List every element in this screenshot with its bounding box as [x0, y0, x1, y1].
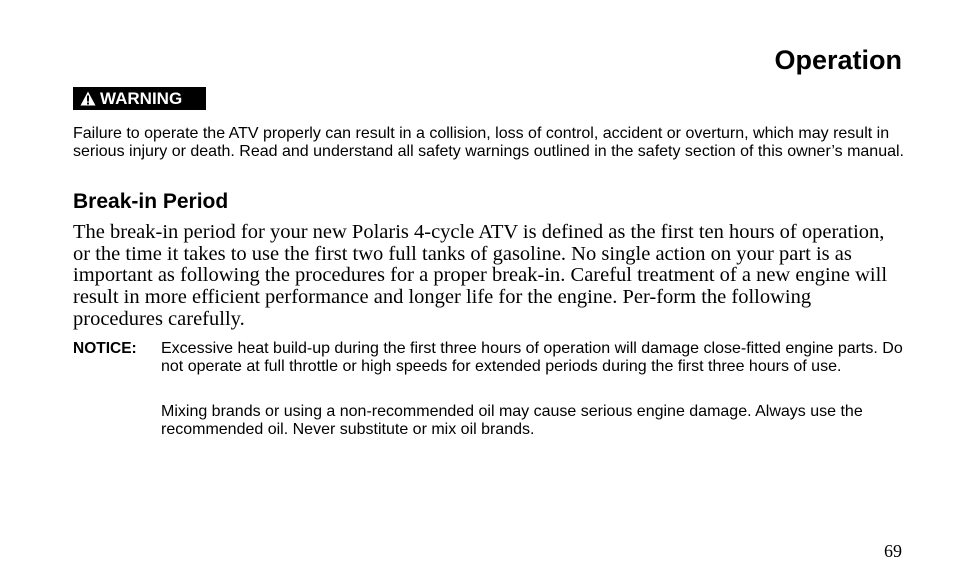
- warning-badge: [73, 87, 206, 110]
- warning-text: Failure to operate the ATV properly can result in a collision, loss of control, accident or overturn, which may result in serious injury or death. Read and understand all safety warnings outlined in the safety section of this owner’s manual.: [73, 125, 904, 160]
- section-title: Operation: [774, 45, 902, 75]
- notice-label: NOTICE:: [73, 340, 137, 357]
- notice-paragraph-oil: Mixing brands or using a non-recommended oil may cause serious engine damage. Always use the recommended oil. Never substitute or mix oil brands.: [161, 403, 863, 438]
- warning-triangle-icon: [80, 91, 96, 106]
- warning-label: WARNING: [100, 88, 183, 108]
- page-number: 69: [884, 541, 902, 561]
- break-in-body: The break-in period for your new Polaris 4-cycle ATV is defined as the first ten hours of operation, or the time it takes to use the first two full tanks of gasoline. No single action on your part is as important as following the procedures for a proper break-in. Careful treatment of a new engine will result in more efficient performance and longer life for the engine. Per-form the following procedures carefully.: [73, 221, 888, 330]
- notice-paragraph-heat: Excessive heat build-up during the first three hours of operation will damage close-fitted engine parts. Do not operate at full throttle or high speeds for extended periods during the first three hours of use.: [161, 340, 903, 375]
- break-in-heading: Break-in Period: [73, 190, 229, 213]
